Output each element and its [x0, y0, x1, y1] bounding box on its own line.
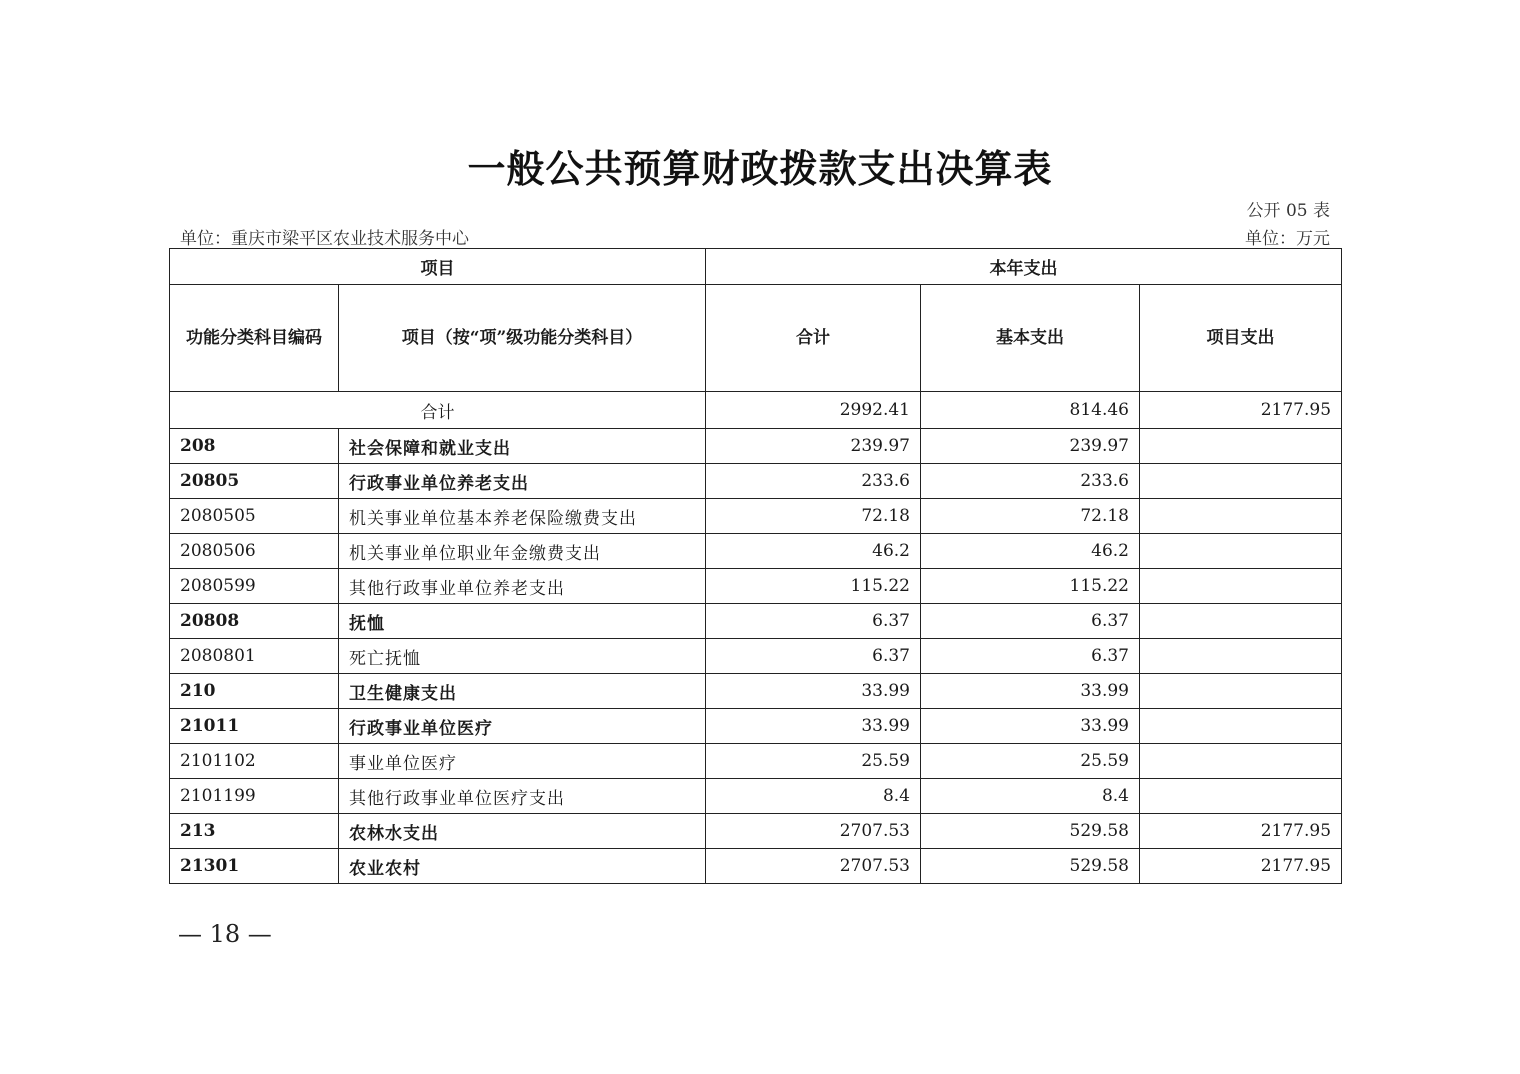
- row-name: 机关事业单位基本养老保险缴费支出: [339, 499, 706, 534]
- header-total: 合计: [706, 285, 921, 392]
- row-name: 农林水支出: [339, 814, 706, 849]
- row-basic: 529.58: [921, 814, 1140, 849]
- row-program: [1140, 534, 1342, 569]
- row-basic: 6.37: [921, 639, 1140, 674]
- row-program: [1140, 639, 1342, 674]
- row-code: 2080801: [170, 639, 339, 674]
- table-row: [170, 569, 1342, 604]
- row-basic: 72.18: [921, 499, 1140, 534]
- header-code: 功能分类科目编码: [170, 285, 339, 392]
- total-program: 2177.95: [1140, 392, 1342, 429]
- row-total: 25.59: [706, 744, 921, 779]
- form-number: 公开 05 表: [1246, 201, 1330, 221]
- total-basic: 814.46: [921, 392, 1140, 429]
- row-basic: 33.99: [921, 674, 1140, 709]
- row-code: 210: [170, 674, 339, 709]
- total-row: [170, 392, 1342, 429]
- table-row: [170, 639, 1342, 674]
- row-total: 46.2: [706, 534, 921, 569]
- table-row: [170, 534, 1342, 569]
- row-code: 21301: [170, 849, 339, 884]
- table-row: [170, 464, 1342, 499]
- table-row: [170, 674, 1342, 709]
- row-total: 72.18: [706, 499, 921, 534]
- row-total: 33.99: [706, 709, 921, 744]
- row-name: 机关事业单位职业年金缴费支出: [339, 534, 706, 569]
- header-row-2: [170, 285, 1342, 392]
- row-code: 20808: [170, 604, 339, 639]
- row-name: 行政事业单位医疗: [339, 709, 706, 744]
- row-name: 死亡抚恤: [339, 639, 706, 674]
- row-program: [1140, 674, 1342, 709]
- row-name: 其他行政事业单位养老支出: [339, 569, 706, 604]
- header-item: 项目（按“项”级功能分类科目）: [339, 285, 706, 392]
- table-row: [170, 429, 1342, 464]
- header-project: 项目: [170, 249, 706, 285]
- row-code: 208: [170, 429, 339, 464]
- row-total: 239.97: [706, 429, 921, 464]
- row-program: [1140, 744, 1342, 779]
- row-name: 社会保障和就业支出: [339, 429, 706, 464]
- row-total: 2707.53: [706, 814, 921, 849]
- header-current-year: 本年支出: [706, 249, 1342, 285]
- page-number: — 18 —: [178, 920, 272, 948]
- row-program: [1140, 569, 1342, 604]
- row-program: [1140, 499, 1342, 534]
- total-label: 合计: [170, 392, 706, 429]
- header-row-1: [170, 249, 1342, 285]
- total-sum: 2992.41: [706, 392, 921, 429]
- table-row: [170, 849, 1342, 884]
- row-code: 2080599: [170, 569, 339, 604]
- unit-currency: 单位：万元: [1245, 229, 1330, 249]
- row-total: 33.99: [706, 674, 921, 709]
- page-title: 一般公共预算财政拨款支出决算表: [467, 146, 1053, 191]
- row-code: 21011: [170, 709, 339, 744]
- row-program: [1140, 779, 1342, 814]
- row-code: 20805: [170, 464, 339, 499]
- row-total: 115.22: [706, 569, 921, 604]
- row-program: [1140, 429, 1342, 464]
- row-basic: 6.37: [921, 604, 1140, 639]
- header-basic: 基本支出: [921, 285, 1140, 392]
- unit-organization: 单位：重庆市梁平区农业技术服务中心: [180, 229, 469, 249]
- row-basic: 239.97: [921, 429, 1140, 464]
- row-total: 6.37: [706, 604, 921, 639]
- row-basic: 25.59: [921, 744, 1140, 779]
- row-name: 卫生健康支出: [339, 674, 706, 709]
- table-row: [170, 499, 1342, 534]
- row-code: 2101102: [170, 744, 339, 779]
- row-total: 6.37: [706, 639, 921, 674]
- budget-table: [169, 248, 1342, 884]
- table-row: [170, 744, 1342, 779]
- row-code: 2080505: [170, 499, 339, 534]
- row-code: 213: [170, 814, 339, 849]
- table-row: [170, 779, 1342, 814]
- row-program: [1140, 604, 1342, 639]
- row-name: 农业农村: [339, 849, 706, 884]
- row-total: 2707.53: [706, 849, 921, 884]
- header-program: 项目支出: [1140, 285, 1342, 392]
- row-name: 其他行政事业单位医疗支出: [339, 779, 706, 814]
- row-basic: 529.58: [921, 849, 1140, 884]
- row-program: 2177.95: [1140, 849, 1342, 884]
- row-basic: 8.4: [921, 779, 1140, 814]
- row-name: 行政事业单位养老支出: [339, 464, 706, 499]
- row-total: 8.4: [706, 779, 921, 814]
- row-basic: 115.22: [921, 569, 1140, 604]
- table-row: [170, 709, 1342, 744]
- row-basic: 46.2: [921, 534, 1140, 569]
- table-row: [170, 604, 1342, 639]
- row-program: 2177.95: [1140, 814, 1342, 849]
- row-basic: 33.99: [921, 709, 1140, 744]
- row-code: 2101199: [170, 779, 339, 814]
- row-basic: 233.6: [921, 464, 1140, 499]
- row-program: [1140, 464, 1342, 499]
- table-row: [170, 814, 1342, 849]
- row-name: 事业单位医疗: [339, 744, 706, 779]
- row-program: [1140, 709, 1342, 744]
- row-total: 233.6: [706, 464, 921, 499]
- row-name: 抚恤: [339, 604, 706, 639]
- row-code: 2080506: [170, 534, 339, 569]
